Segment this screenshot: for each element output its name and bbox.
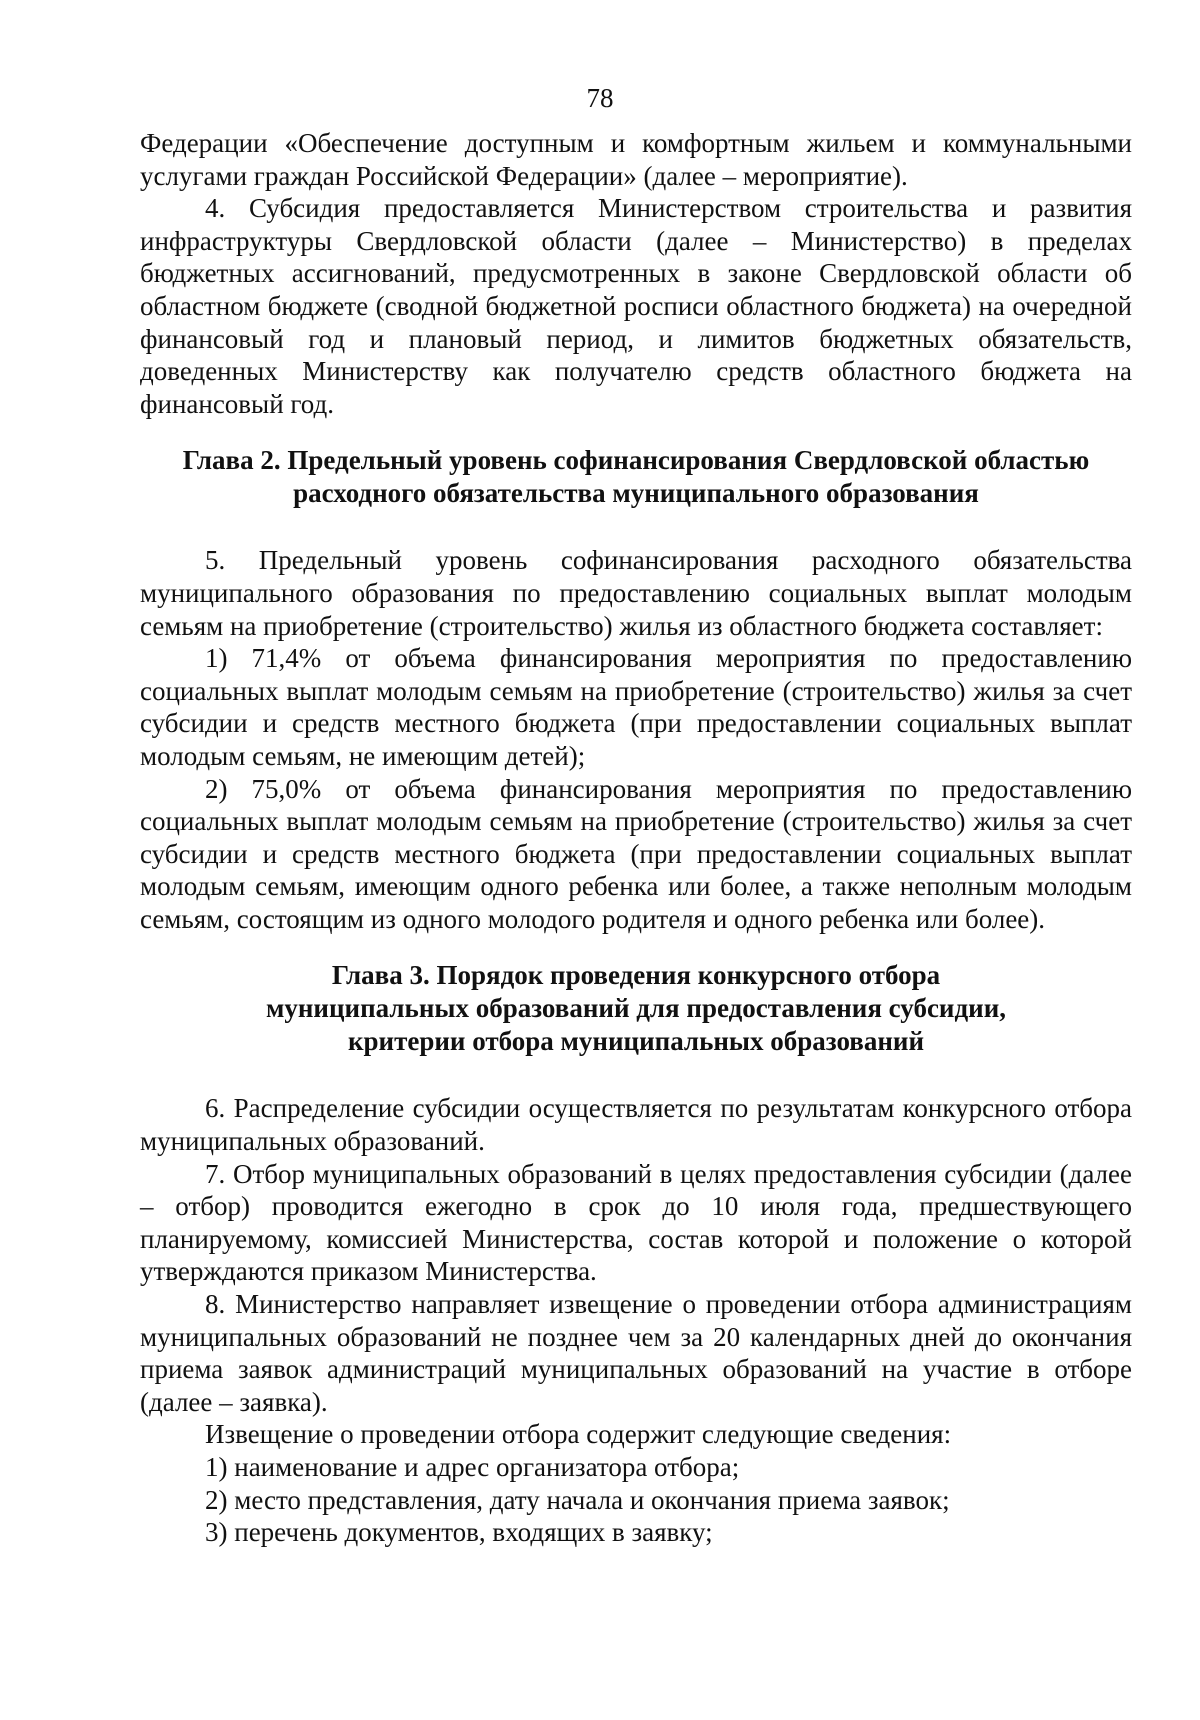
paragraph-notice-item-2: 2) место представления, дату начала и окончания приема заявок; <box>205 1484 950 1515</box>
chapter-3-heading <box>140 959 1132 1058</box>
spacer <box>140 510 1132 544</box>
page-number: 78 <box>586 83 614 113</box>
chapter-2-heading-line-2: расходного обязательства муниципального образования <box>293 478 979 509</box>
paragraph-item-8: 8. Министерство направляет извещение о проведении отбора администрациям муниципальных образований не позднее чем за 20 календарных дней до окончания приема заявок администраций муниципальных образований на участие в отборе (далее – заявка). <box>140 1289 1132 1417</box>
paragraph-item-4: 4. Субсидия предоставляется Министерством строительства и развития инфраструктуры Свердловской области (далее – Министерство) в пределах бюджетных ассигнований, предусмотренных в законе Свердловской области об областном бюджете (сводной бюджетной росписи областного бюджета) на очередной финансовый год и плановый период, и лимитов бюджетных обязательств, доведенных Министерству как получателю средств областного бюджета на финансовый год. <box>140 193 1132 419</box>
spacer <box>140 420 1132 444</box>
paragraph-notice-item-3: 3) перечень документов, входящих в заявку; <box>205 1517 713 1548</box>
paragraph-item-6: 6. Распределение субсидии осуществляется по результатам конкурсного отбора муниципальных образований. <box>140 1093 1132 1157</box>
paragraph-notice-contents: Извещение о проведении отбора содержит следующие сведения: <box>205 1419 952 1450</box>
chapter-3-heading-line-3: критерии отбора муниципальных образований <box>347 1026 925 1057</box>
spacer <box>140 935 1132 959</box>
paragraph-notice-item-1: 1) наименование и адрес организатора отбора; <box>205 1452 740 1482</box>
chapter-2-heading-line-1: Глава 2. Предельный уровень софинансирования Свердловской областью <box>182 445 1090 476</box>
paragraph-item-5-2: 2) 75,0% от объема финансирования мероприятия по предоставлению социальных выплат молодым семьям на приобретение (строительство) жилья за счет субсидии и средств местного бюджета (при предоставлении социальных выплат молодым семьям, имеющим одного ребенка или более, а также неполным молодым семьям, состоящим из одного молодого родителя и одного ребенка или более). <box>140 773 1132 934</box>
spacer <box>140 1058 1132 1092</box>
chapter-3-heading-line-1: Глава 3. Порядок проведения конкурсного отбора <box>331 960 941 991</box>
chapter-3-heading-line-2: муниципальных образований для предоставления субсидии, <box>265 993 1007 1024</box>
paragraph-item-5-1: 1) 71,4% от объема финансирования мероприятия по предоставлению социальных выплат молодым семьям на приобретение (строительство) жилья за счет субсидии и средств местного бюджета (при предоставлении социальных выплат молодым семьям, не имеющим детей); <box>140 643 1132 771</box>
paragraph-item-5: 5. Предельный уровень софинансирования расходного обязательства муниципального образования по предоставлению социальных выплат молодым семьям на приобретение (строительство) жилья из областного бюджета составляет: <box>140 545 1132 641</box>
paragraph-federation-program: Федерации «Обеспечение доступным и комфортным жильем и коммунальными услугами граждан Российской Федерации» (далее – мероприятие). <box>140 128 1132 191</box>
chapter-2-heading <box>140 444 1132 510</box>
document-body <box>140 127 1132 1549</box>
paragraph-item-7: 7. Отбор муниципальных образований в целях предоставления субсидии (далее – отбор) проводится ежегодно в срок до 10 июля года, предшествующего планируемому, комиссией Министерства, состав которой и положение о которой утверждаются приказом Министерства. <box>140 1158 1132 1287</box>
